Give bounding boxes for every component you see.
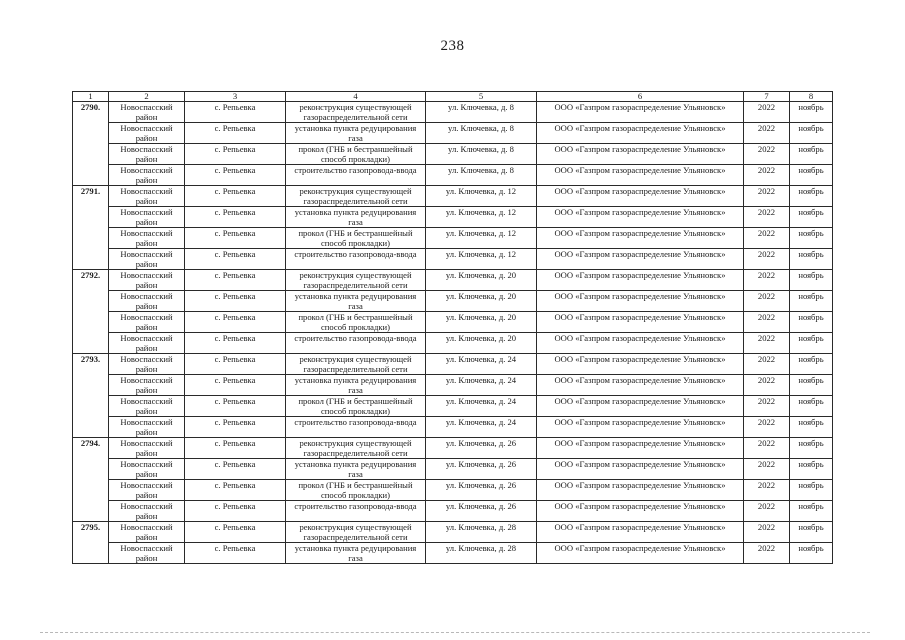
settlement-cell: с. Репьевка	[185, 144, 286, 165]
entry-number-cell	[73, 270, 109, 354]
year-cell: 2022	[744, 312, 790, 333]
month-cell: ноябрь	[790, 207, 833, 228]
district-cell: Новоспасский район	[109, 396, 185, 417]
work-type-cell: установка пункта редуцирования газа	[286, 543, 426, 564]
month-cell: ноябрь	[790, 543, 833, 564]
work-type-cell: строительство газопровода-ввода	[286, 333, 426, 354]
table-row	[73, 249, 833, 270]
table-row	[73, 291, 833, 312]
district-cell: Новоспасский район	[109, 480, 185, 501]
table-row	[73, 312, 833, 333]
table-row	[73, 228, 833, 249]
register-body	[73, 102, 833, 564]
organization-cell: ООО «Газпром газораспределение Ульяновск»	[537, 144, 744, 165]
month-cell: ноябрь	[790, 312, 833, 333]
address-cell: ул. Ключевка, д. 26	[426, 459, 537, 480]
address-cell: ул. Ключевка, д. 20	[426, 333, 537, 354]
month-cell: ноябрь	[790, 438, 833, 459]
organization-cell: ООО «Газпром газораспределение Ульяновск»	[537, 333, 744, 354]
work-type-cell: строительство газопровода-ввода	[286, 417, 426, 438]
table-row	[73, 354, 833, 375]
table-row	[73, 543, 833, 564]
page-number: 238	[440, 38, 465, 54]
month-cell: ноябрь	[790, 480, 833, 501]
year-cell: 2022	[744, 123, 790, 144]
entry-number-cell	[73, 438, 109, 522]
entry-number: 2794.	[80, 438, 101, 448]
work-type-cell: реконструкция существующей газораспределительной сети	[286, 522, 426, 543]
settlement-cell: с. Репьевка	[185, 123, 286, 144]
address-cell: ул. Ключевка, д. 8	[426, 165, 537, 186]
month-cell: ноябрь	[790, 333, 833, 354]
year-cell: 2022	[744, 375, 790, 396]
organization-cell: ООО «Газпром газораспределение Ульяновск»	[537, 228, 744, 249]
settlement-cell: с. Репьевка	[185, 543, 286, 564]
organization-cell: ООО «Газпром газораспределение Ульяновск»	[537, 186, 744, 207]
year-cell: 2022	[744, 165, 790, 186]
district-cell: Новоспасский район	[109, 417, 185, 438]
table-row	[73, 417, 833, 438]
address-cell: ул. Ключевка, д. 26	[426, 438, 537, 459]
year-cell: 2022	[744, 333, 790, 354]
district-cell: Новоспасский район	[109, 501, 185, 522]
settlement-cell: с. Репьевка	[185, 291, 286, 312]
district-cell: Новоспасский район	[109, 102, 185, 123]
work-type-cell: строительство газопровода-ввода	[286, 249, 426, 270]
year-cell: 2022	[744, 186, 790, 207]
settlement-cell: с. Репьевка	[185, 417, 286, 438]
organization-cell: ООО «Газпром газораспределение Ульяновск»	[537, 501, 744, 522]
district-cell: Новоспасский район	[109, 123, 185, 144]
table-row	[73, 375, 833, 396]
year-cell: 2022	[744, 480, 790, 501]
table-row	[73, 165, 833, 186]
settlement-cell: с. Репьевка	[185, 480, 286, 501]
month-cell: ноябрь	[790, 354, 833, 375]
month-cell: ноябрь	[790, 396, 833, 417]
month-cell: ноябрь	[790, 165, 833, 186]
work-type-cell: реконструкция существующей газораспределительной сети	[286, 186, 426, 207]
work-type-cell: строительство газопровода-ввода	[286, 501, 426, 522]
settlement-cell: с. Репьевка	[185, 354, 286, 375]
settlement-cell: с. Репьевка	[185, 165, 286, 186]
address-cell: ул. Ключевка, д. 28	[426, 522, 537, 543]
header-cell-4: 4	[286, 92, 426, 102]
month-cell: ноябрь	[790, 522, 833, 543]
settlement-cell: с. Репьевка	[185, 375, 286, 396]
table-row	[73, 186, 833, 207]
district-cell: Новоспасский район	[109, 270, 185, 291]
district-cell: Новоспасский район	[109, 228, 185, 249]
scan-edge-line	[40, 632, 870, 634]
organization-cell: ООО «Газпром газораспределение Ульяновск»	[537, 522, 744, 543]
organization-cell: ООО «Газпром газораспределение Ульяновск»	[537, 459, 744, 480]
table-row	[73, 480, 833, 501]
header-cell-8: 8	[790, 92, 833, 102]
address-cell: ул. Ключевка, д. 12	[426, 249, 537, 270]
district-cell: Новоспасский район	[109, 144, 185, 165]
district-cell: Новоспасский район	[109, 312, 185, 333]
address-cell: ул. Ключевка, д. 26	[426, 501, 537, 522]
organization-cell: ООО «Газпром газораспределение Ульяновск»	[537, 207, 744, 228]
address-cell: ул. Ключевка, д. 24	[426, 417, 537, 438]
district-cell: Новоспасский район	[109, 333, 185, 354]
settlement-cell: с. Репьевка	[185, 228, 286, 249]
entry-number: 2792.	[80, 270, 101, 280]
work-type-cell: прокол (ГНБ и бестраншейный способ прокладки)	[286, 312, 426, 333]
settlement-cell: с. Репьевка	[185, 186, 286, 207]
address-cell: ул. Ключевка, д. 12	[426, 186, 537, 207]
table-row	[73, 270, 833, 291]
entry-number-cell	[73, 354, 109, 438]
address-cell: ул. Ключевка, д. 8	[426, 102, 537, 123]
organization-cell: ООО «Газпром газораспределение Ульяновск»	[537, 417, 744, 438]
table-row	[73, 522, 833, 543]
header-cell-1: 1	[73, 92, 109, 102]
address-cell: ул. Ключевка, д. 12	[426, 228, 537, 249]
month-cell: ноябрь	[790, 375, 833, 396]
organization-cell: ООО «Газпром газораспределение Ульяновск»	[537, 102, 744, 123]
year-cell: 2022	[744, 438, 790, 459]
table-row	[73, 459, 833, 480]
table-row	[73, 501, 833, 522]
address-cell: ул. Ключевка, д. 26	[426, 480, 537, 501]
district-cell: Новоспасский район	[109, 165, 185, 186]
header-cell-5: 5	[426, 92, 537, 102]
work-type-cell: установка пункта редуцирования газа	[286, 123, 426, 144]
header-cell-6: 6	[537, 92, 744, 102]
year-cell: 2022	[744, 396, 790, 417]
district-cell: Новоспасский район	[109, 375, 185, 396]
month-cell: ноябрь	[790, 249, 833, 270]
work-type-cell: реконструкция существующей газораспределительной сети	[286, 438, 426, 459]
header-cell-7: 7	[744, 92, 790, 102]
address-cell: ул. Ключевка, д. 20	[426, 270, 537, 291]
header-row	[73, 92, 833, 102]
month-cell: ноябрь	[790, 459, 833, 480]
table-row	[73, 207, 833, 228]
district-cell: Новоспасский район	[109, 438, 185, 459]
work-type-cell: установка пункта редуцирования газа	[286, 459, 426, 480]
district-cell: Новоспасский район	[109, 459, 185, 480]
work-type-cell: реконструкция существующей газораспределительной сети	[286, 102, 426, 123]
address-cell: ул. Ключевка, д. 20	[426, 312, 537, 333]
organization-cell: ООО «Газпром газораспределение Ульяновск»	[537, 291, 744, 312]
settlement-cell: с. Репьевка	[185, 396, 286, 417]
settlement-cell: с. Репьевка	[185, 459, 286, 480]
settlement-cell: с. Репьевка	[185, 522, 286, 543]
address-cell: ул. Ключевка, д. 24	[426, 354, 537, 375]
organization-cell: ООО «Газпром газораспределение Ульяновск»	[537, 165, 744, 186]
district-cell: Новоспасский район	[109, 354, 185, 375]
settlement-cell: с. Репьевка	[185, 102, 286, 123]
work-type-cell: установка пункта редуцирования газа	[286, 375, 426, 396]
work-type-cell: прокол (ГНБ и бестраншейный способ прокладки)	[286, 480, 426, 501]
header-cell-3: 3	[185, 92, 286, 102]
year-cell: 2022	[744, 144, 790, 165]
table-row	[73, 396, 833, 417]
year-cell: 2022	[744, 522, 790, 543]
entry-number: 2795.	[80, 522, 101, 532]
settlement-cell: с. Репьевка	[185, 270, 286, 291]
work-type-cell: реконструкция существующей газораспределительной сети	[286, 354, 426, 375]
work-type-cell: установка пункта редуцирования газа	[286, 207, 426, 228]
year-cell: 2022	[744, 354, 790, 375]
district-cell: Новоспасский район	[109, 207, 185, 228]
address-cell: ул. Ключевка, д. 24	[426, 375, 537, 396]
district-cell: Новоспасский район	[109, 291, 185, 312]
month-cell: ноябрь	[790, 123, 833, 144]
settlement-cell: с. Репьевка	[185, 312, 286, 333]
entry-number: 2790.	[80, 102, 101, 112]
settlement-cell: с. Репьевка	[185, 333, 286, 354]
organization-cell: ООО «Газпром газораспределение Ульяновск»	[537, 249, 744, 270]
entry-number-cell	[73, 186, 109, 270]
year-cell: 2022	[744, 228, 790, 249]
settlement-cell: с. Репьевка	[185, 207, 286, 228]
organization-cell: ООО «Газпром газораспределение Ульяновск»	[537, 438, 744, 459]
month-cell: ноябрь	[790, 417, 833, 438]
work-type-cell: строительство газопровода-ввода	[286, 165, 426, 186]
month-cell: ноябрь	[790, 291, 833, 312]
year-cell: 2022	[744, 501, 790, 522]
address-cell: ул. Ключевка, д. 20	[426, 291, 537, 312]
month-cell: ноябрь	[790, 102, 833, 123]
entry-number-cell	[73, 522, 109, 564]
settlement-cell: с. Репьевка	[185, 438, 286, 459]
table-row	[73, 438, 833, 459]
organization-cell: ООО «Газпром газораспределение Ульяновск»	[537, 123, 744, 144]
settlement-cell: с. Репьевка	[185, 249, 286, 270]
organization-cell: ООО «Газпром газораспределение Ульяновск»	[537, 543, 744, 564]
district-cell: Новоспасский район	[109, 186, 185, 207]
year-cell: 2022	[744, 207, 790, 228]
organization-cell: ООО «Газпром газораспределение Ульяновск»	[537, 312, 744, 333]
address-cell: ул. Ключевка, д. 8	[426, 123, 537, 144]
year-cell: 2022	[744, 270, 790, 291]
address-cell: ул. Ключевка, д. 8	[426, 144, 537, 165]
table-row	[73, 102, 833, 123]
month-cell: ноябрь	[790, 501, 833, 522]
table-row	[73, 123, 833, 144]
entry-number: 2793.	[80, 354, 101, 364]
address-cell: ул. Ключевка, д. 24	[426, 396, 537, 417]
work-type-cell: прокол (ГНБ и бестраншейный способ прокладки)	[286, 396, 426, 417]
entry-number-cell	[73, 102, 109, 186]
month-cell: ноябрь	[790, 144, 833, 165]
month-cell: ноябрь	[790, 186, 833, 207]
organization-cell: ООО «Газпром газораспределение Ульяновск»	[537, 270, 744, 291]
month-cell: ноябрь	[790, 228, 833, 249]
header-cell-2: 2	[109, 92, 185, 102]
address-cell: ул. Ключевка, д. 28	[426, 543, 537, 564]
year-cell: 2022	[744, 102, 790, 123]
year-cell: 2022	[744, 249, 790, 270]
year-cell: 2022	[744, 543, 790, 564]
year-cell: 2022	[744, 459, 790, 480]
work-type-cell: реконструкция существующей газораспределительной сети	[286, 270, 426, 291]
year-cell: 2022	[744, 291, 790, 312]
organization-cell: ООО «Газпром газораспределение Ульяновск»	[537, 375, 744, 396]
organization-cell: ООО «Газпром газораспределение Ульяновск»	[537, 480, 744, 501]
work-type-cell: установка пункта редуцирования газа	[286, 291, 426, 312]
work-type-cell: прокол (ГНБ и бестраншейный способ прокладки)	[286, 228, 426, 249]
district-cell: Новоспасский район	[109, 249, 185, 270]
work-type-cell: прокол (ГНБ и бестраншейный способ прокладки)	[286, 144, 426, 165]
table-row	[73, 333, 833, 354]
year-cell: 2022	[744, 417, 790, 438]
register-table	[72, 91, 833, 564]
table-row	[73, 144, 833, 165]
district-cell: Новоспасский район	[109, 522, 185, 543]
settlement-cell: с. Репьевка	[185, 501, 286, 522]
organization-cell: ООО «Газпром газораспределение Ульяновск»	[537, 396, 744, 417]
district-cell: Новоспасский район	[109, 543, 185, 564]
organization-cell: ООО «Газпром газораспределение Ульяновск»	[537, 354, 744, 375]
month-cell: ноябрь	[790, 270, 833, 291]
entry-number: 2791.	[80, 186, 101, 196]
address-cell: ул. Ключевка, д. 12	[426, 207, 537, 228]
